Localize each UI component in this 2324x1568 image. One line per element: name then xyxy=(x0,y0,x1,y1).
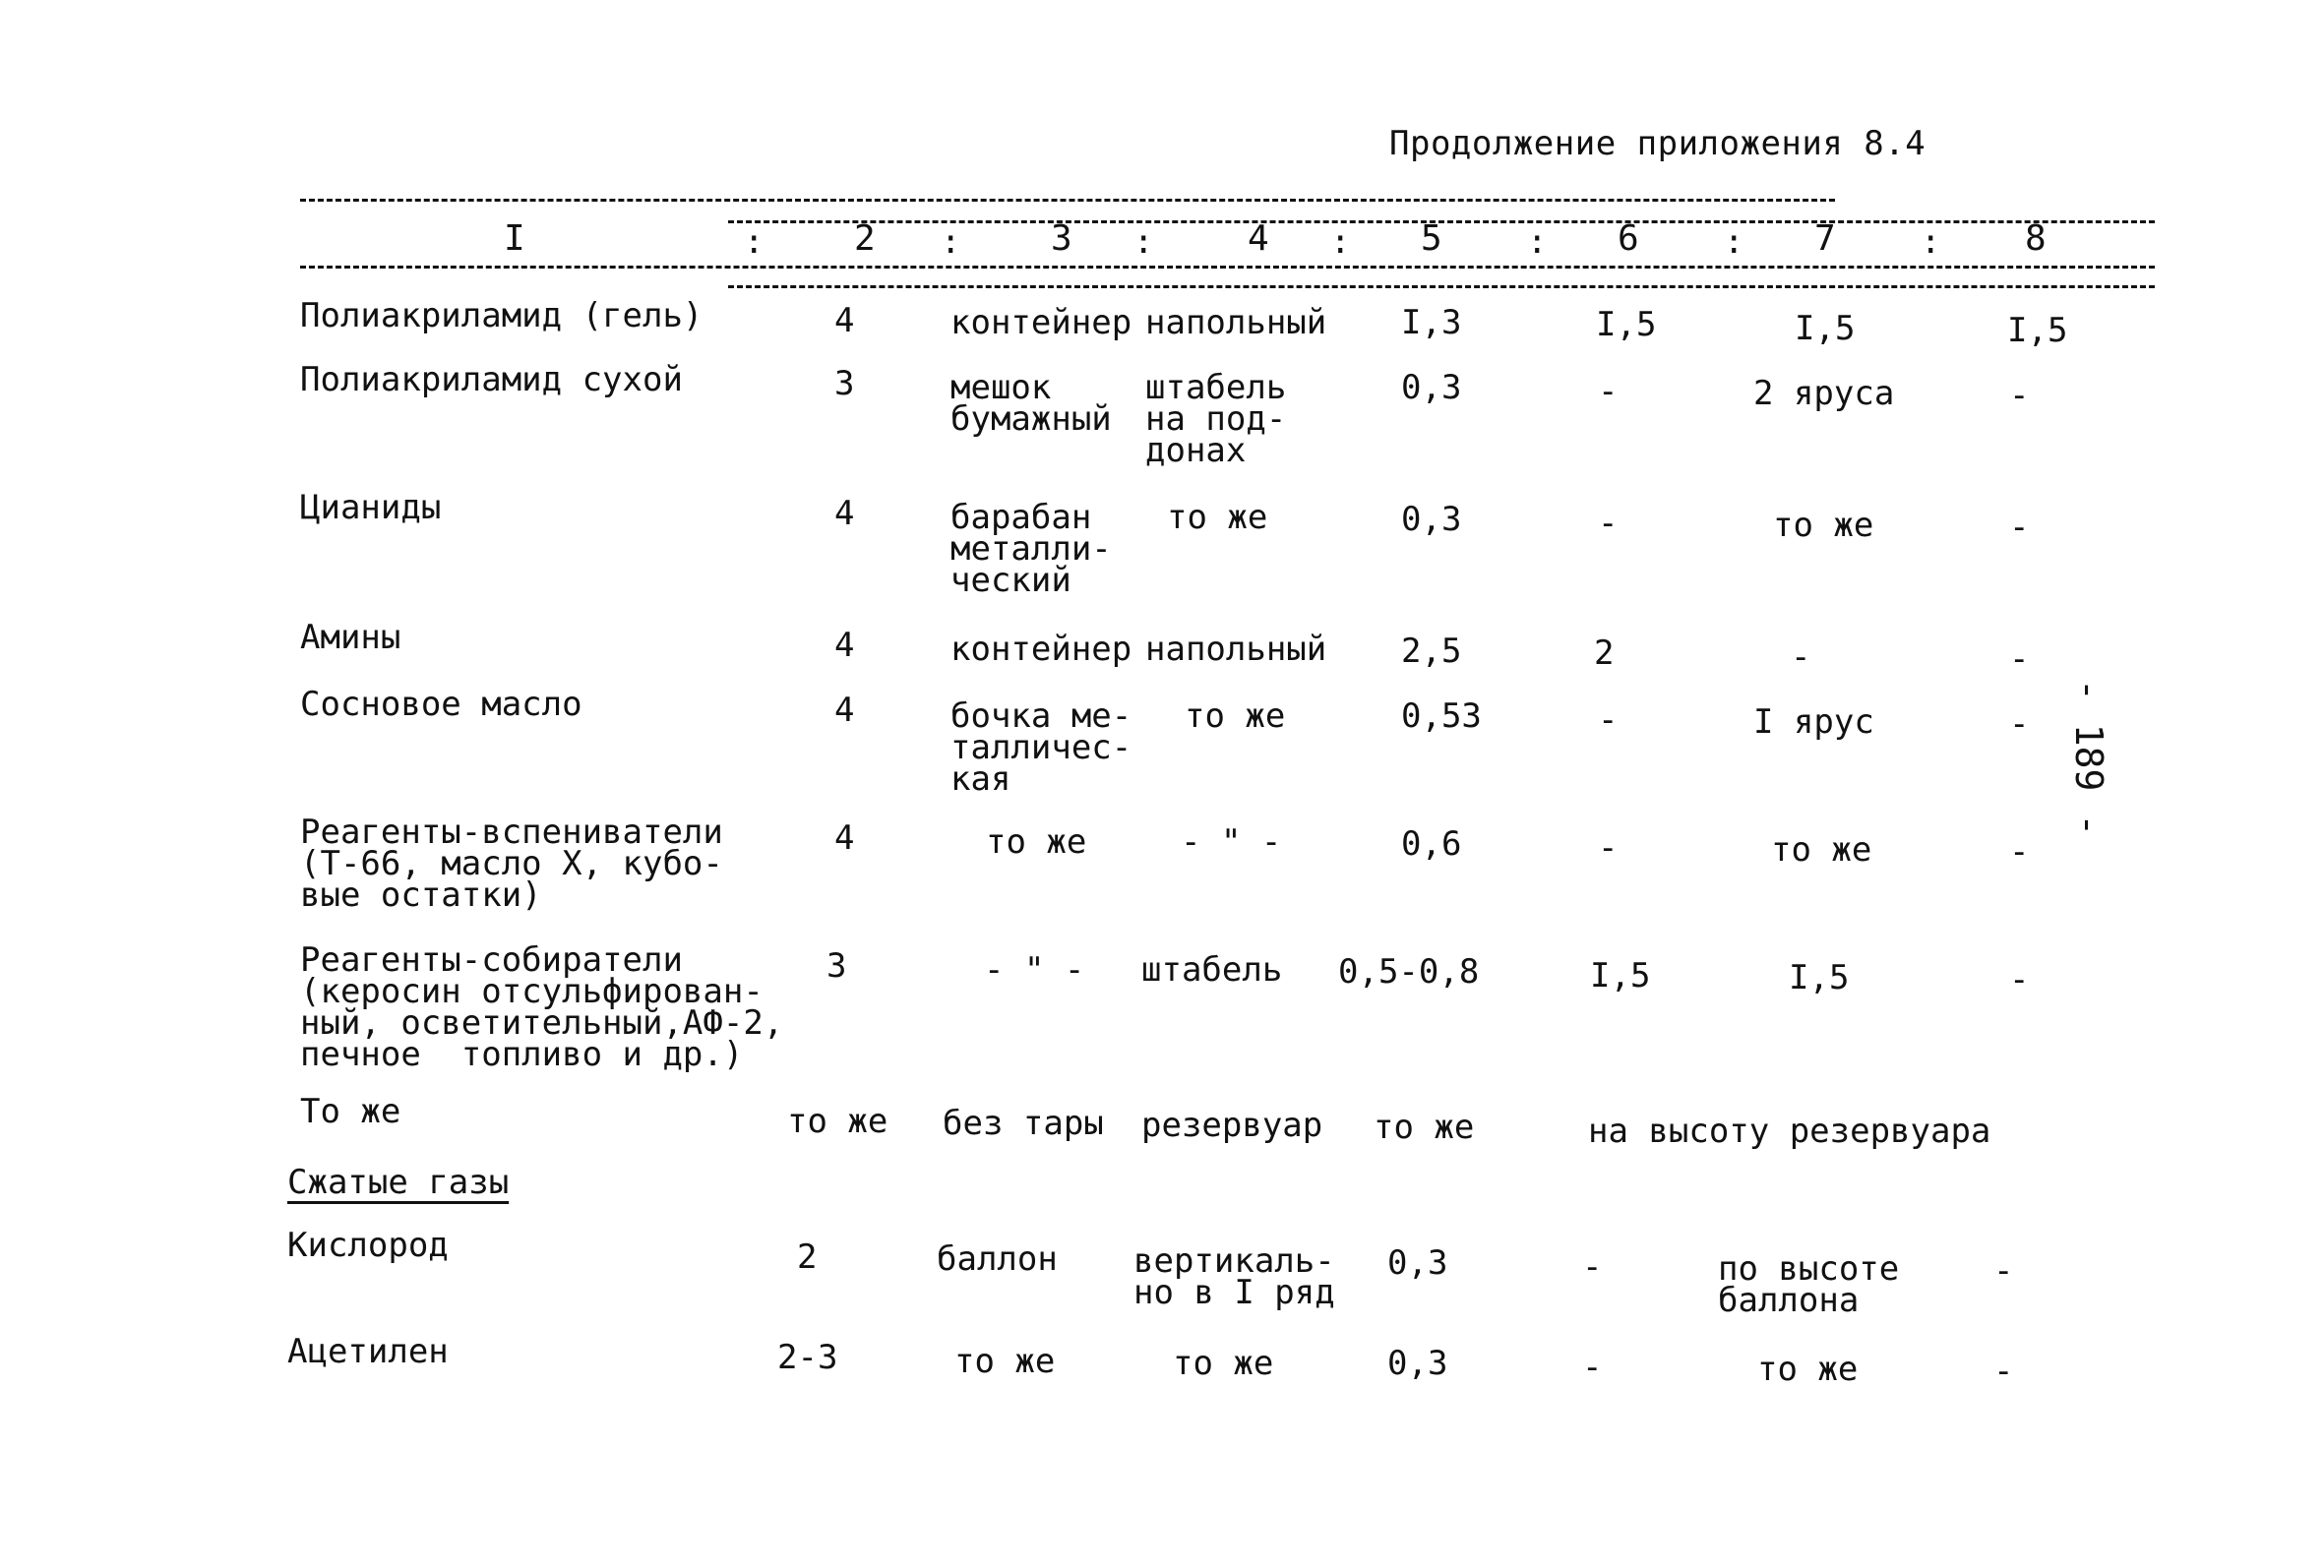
page-number: - 189 - xyxy=(2067,679,2110,837)
row-6-col6: - xyxy=(1598,828,1619,868)
row-8-col2: то же xyxy=(787,1102,888,1141)
row-8-col3: без тары xyxy=(943,1104,1104,1143)
row-6-col7: то же xyxy=(1771,830,1872,870)
header-col-4: 4 xyxy=(1248,218,1269,259)
row-6-col5: 0,6 xyxy=(1401,824,1462,864)
header-separator: : xyxy=(1724,222,1744,262)
gas-row-2-col6: - xyxy=(1582,1348,1603,1387)
gas-row-2-col3: то же xyxy=(954,1342,1056,1381)
row-4-col6: 2 xyxy=(1594,633,1615,673)
row-4-col8: - xyxy=(2009,639,2030,679)
row-3-col3: барабан металли- ческий xyxy=(950,498,1112,600)
gas-row-1-col6: - xyxy=(1582,1247,1603,1287)
row-3-col4: то же xyxy=(1167,498,1268,537)
row-2-col7: 2 яруса xyxy=(1753,374,1895,413)
header-col-7: 7 xyxy=(1814,218,1836,259)
row-4-col3: контейнер xyxy=(950,630,1132,669)
row-2-col6: - xyxy=(1598,372,1619,411)
row-2-col4: штабель на под- донах xyxy=(1145,368,1287,470)
row-7-col2: 3 xyxy=(826,946,847,986)
row-4-col4: напольный xyxy=(1145,630,1327,669)
row-5-name: Сосновое масло xyxy=(300,685,582,724)
row-3-name: Цианиды xyxy=(300,488,442,527)
gas-row-2-col8: - xyxy=(1993,1352,2014,1391)
row-5-col8: - xyxy=(2009,704,2030,744)
row-5-col2: 4 xyxy=(834,691,855,730)
header-separator: : xyxy=(941,222,961,262)
row-5-col5: 0,53 xyxy=(1401,696,1482,736)
row-7-col8: - xyxy=(2009,960,2030,999)
row-8-col6: на высоту резервуара xyxy=(1588,1112,1991,1151)
header-rule-bottom-2 xyxy=(728,285,2155,288)
header-col-1: I xyxy=(504,218,525,259)
row-7-col3: - " - xyxy=(984,950,1085,990)
header-rule-bottom xyxy=(300,266,2155,269)
gas-row-1-col3: баллон xyxy=(937,1239,1058,1279)
gas-row-1-col4: вертикаль- но в I ряд xyxy=(1133,1241,1335,1312)
header-col-6: 6 xyxy=(1618,218,1639,259)
header-col-2: 2 xyxy=(854,218,876,259)
row-7-col6: I,5 xyxy=(1590,956,1651,995)
row-3-col7: то же xyxy=(1773,506,1874,545)
header-rule-top xyxy=(300,199,1835,202)
row-5-col3: бочка ме- талличес- кая xyxy=(950,696,1132,799)
row-1-col7: I,5 xyxy=(1795,309,1856,348)
row-1-col8: I,5 xyxy=(2007,311,2068,350)
header-separator: : xyxy=(1527,222,1548,262)
row-2-col5: 0,3 xyxy=(1401,368,1462,407)
row-3-col8: - xyxy=(2009,508,2030,547)
row-7-col5: 0,5-0,8 xyxy=(1338,952,1480,992)
row-8-col4: резервуар xyxy=(1141,1106,1323,1145)
row-4-col7: - xyxy=(1791,637,1811,677)
row-8-col5: то же xyxy=(1374,1108,1475,1147)
gas-row-1-name: Кислород xyxy=(287,1226,449,1265)
header-col-5: 5 xyxy=(1421,218,1442,259)
gas-row-2-col5: 0,3 xyxy=(1387,1344,1448,1383)
row-1-name: Полиакриламид (гель) xyxy=(300,296,703,335)
gas-row-1-col2: 2 xyxy=(797,1237,818,1277)
row-2-col3: мешок бумажный xyxy=(950,368,1112,439)
gas-row-2-col7: то же xyxy=(1757,1350,1859,1389)
row-6-col4: - " - xyxy=(1181,822,1282,862)
gas-row-1-col7: по высоте баллона xyxy=(1718,1249,1900,1320)
row-6-col8: - xyxy=(2009,832,2030,872)
row-1-col4: напольный xyxy=(1145,303,1327,342)
row-5-col6: - xyxy=(1598,700,1619,740)
header-separator: : xyxy=(744,222,764,262)
row-1-col5: I,3 xyxy=(1401,303,1462,342)
row-4-col2: 4 xyxy=(834,626,855,665)
row-3-col2: 4 xyxy=(834,494,855,533)
row-2-col8: - xyxy=(2009,376,2030,415)
row-6-col2: 4 xyxy=(834,818,855,858)
row-4-col5: 2,5 xyxy=(1401,632,1462,671)
header-separator: : xyxy=(1330,222,1351,262)
section-title: Сжатые газы xyxy=(287,1163,510,1202)
row-2-col2: 3 xyxy=(834,364,855,403)
row-7-col7: I,5 xyxy=(1789,958,1850,997)
header-separator: : xyxy=(1133,222,1154,262)
row-1-col6: I,5 xyxy=(1596,305,1657,344)
table-caption: Продолжение приложения 8.4 xyxy=(1389,124,1926,163)
header-separator: : xyxy=(1921,222,1941,262)
header-col-3: 3 xyxy=(1051,218,1072,259)
gas-row-1-col8: - xyxy=(1993,1251,2014,1291)
row-7-col4: штабель xyxy=(1141,950,1283,990)
row-5-col4: то же xyxy=(1185,696,1286,736)
row-3-col6: - xyxy=(1598,504,1619,543)
gas-row-2-name: Ацетилен xyxy=(287,1332,449,1371)
gas-row-1-col5: 0,3 xyxy=(1387,1243,1448,1283)
row-8-name: То же xyxy=(300,1092,401,1131)
row-6-col3: то же xyxy=(986,822,1087,862)
gas-row-2-col2: 2-3 xyxy=(777,1338,838,1377)
row-3-col5: 0,3 xyxy=(1401,500,1462,539)
row-4-name: Амины xyxy=(300,618,401,657)
row-6-name: Реагенты-вспениватели (Т-66, масло Х, кубо- вые остатки) xyxy=(300,813,723,915)
row-1-col2: 4 xyxy=(834,301,855,340)
row-2-name: Полиакриламид сухой xyxy=(300,360,683,399)
row-7-name: Реагенты-собиратели (керосин отсульфирован- ный, осветительный,АФ-2, печное топливо и др.) xyxy=(300,940,784,1074)
row-5-col7: I ярус xyxy=(1753,702,1874,742)
gas-row-2-col4: то же xyxy=(1173,1344,1274,1383)
row-1-col3: контейнер xyxy=(950,303,1132,342)
header-col-8: 8 xyxy=(2025,218,2047,259)
